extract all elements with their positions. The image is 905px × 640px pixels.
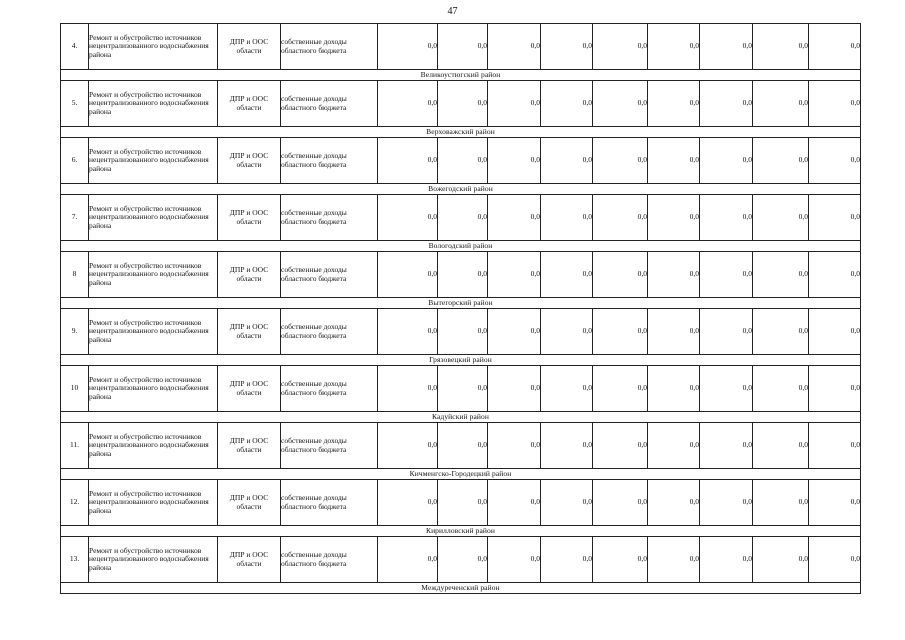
amount-cell: 0,0 bbox=[378, 366, 438, 412]
amount-cell: 0,0 bbox=[700, 537, 753, 583]
amount-cell: 0,0 bbox=[809, 423, 861, 469]
amount-cell: 0,0 bbox=[438, 252, 488, 298]
measure-name: Ремонт и обустройство источников нецентрализованного водоснабжения района bbox=[89, 537, 218, 583]
measure-name: Ремонт и обустройство источников нецентрализованного водоснабжения района bbox=[89, 81, 218, 127]
region-header-row bbox=[61, 298, 861, 309]
amount-cell: 0,0 bbox=[541, 195, 593, 241]
amount-cell: 0,0 bbox=[438, 81, 488, 127]
amount-cell: 0,0 bbox=[648, 309, 700, 355]
amount-cell: 0,0 bbox=[809, 480, 861, 526]
funding-source: собственные доходы областного бюджета bbox=[281, 195, 378, 241]
amount-cell: 0,0 bbox=[488, 480, 541, 526]
region-name: Грязовецкий район bbox=[61, 355, 861, 366]
region-header-row bbox=[61, 412, 861, 423]
amount-cell: 0,0 bbox=[809, 138, 861, 184]
amount-cell: 0,0 bbox=[541, 480, 593, 526]
amount-cell: 0,0 bbox=[438, 309, 488, 355]
amount-cell: 0,0 bbox=[809, 252, 861, 298]
responsible-department: ДПР и ООС области bbox=[218, 366, 281, 412]
table-row bbox=[61, 195, 861, 241]
amount-cell: 0,0 bbox=[378, 537, 438, 583]
amount-cell: 0,0 bbox=[593, 537, 648, 583]
amount-cell: 0,0 bbox=[593, 423, 648, 469]
amount-cell: 0,0 bbox=[700, 24, 753, 70]
amount-cell: 0,0 bbox=[438, 537, 488, 583]
table-row bbox=[61, 252, 861, 298]
amount-cell: 0,0 bbox=[753, 537, 809, 583]
amount-cell: 0,0 bbox=[488, 252, 541, 298]
amount-cell: 0,0 bbox=[593, 195, 648, 241]
amount-cell: 0,0 bbox=[488, 423, 541, 469]
funding-source: собственные доходы областного бюджета bbox=[281, 309, 378, 355]
amount-cell: 0,0 bbox=[378, 423, 438, 469]
row-number: 6. bbox=[61, 138, 89, 184]
amount-cell: 0,0 bbox=[488, 138, 541, 184]
amount-cell: 0,0 bbox=[593, 480, 648, 526]
row-number: 13. bbox=[61, 537, 89, 583]
row-number: 11. bbox=[61, 423, 89, 469]
amount-cell: 0,0 bbox=[378, 138, 438, 184]
funding-source: собственные доходы областного бюджета bbox=[281, 138, 378, 184]
amount-cell: 0,0 bbox=[593, 366, 648, 412]
amount-cell: 0,0 bbox=[753, 252, 809, 298]
amount-cell: 0,0 bbox=[648, 24, 700, 70]
region-header-row bbox=[61, 241, 861, 252]
region-header-row bbox=[61, 526, 861, 537]
region-name: Вытегорский район bbox=[61, 298, 861, 309]
amount-cell: 0,0 bbox=[648, 195, 700, 241]
region-name: Вожегодский район bbox=[61, 184, 861, 195]
amount-cell: 0,0 bbox=[378, 81, 438, 127]
region-name: Кадуйский район bbox=[61, 412, 861, 423]
responsible-department: ДПР и ООС области bbox=[218, 309, 281, 355]
row-number: 12. bbox=[61, 480, 89, 526]
region-name: Великоустюгский район bbox=[61, 70, 861, 81]
region-header-row bbox=[61, 184, 861, 195]
funding-source: собственные доходы областного бюджета bbox=[281, 423, 378, 469]
amount-cell: 0,0 bbox=[753, 24, 809, 70]
measure-name: Ремонт и обустройство источников нецентрализованного водоснабжения района bbox=[89, 309, 218, 355]
amount-cell: 0,0 bbox=[700, 309, 753, 355]
amount-cell: 0,0 bbox=[438, 423, 488, 469]
amount-cell: 0,0 bbox=[593, 138, 648, 184]
amount-cell: 0,0 bbox=[593, 24, 648, 70]
funding-source: собственные доходы областного бюджета bbox=[281, 24, 378, 70]
amount-cell: 0,0 bbox=[438, 195, 488, 241]
row-number: 8 bbox=[61, 252, 89, 298]
table-row bbox=[61, 81, 861, 127]
amount-cell: 0,0 bbox=[541, 252, 593, 298]
responsible-department: ДПР и ООС области bbox=[218, 423, 281, 469]
row-number: 10 bbox=[61, 366, 89, 412]
amount-cell: 0,0 bbox=[541, 81, 593, 127]
amount-cell: 0,0 bbox=[753, 138, 809, 184]
row-number: 7. bbox=[61, 195, 89, 241]
amount-cell: 0,0 bbox=[648, 537, 700, 583]
amount-cell: 0,0 bbox=[488, 24, 541, 70]
region-header-row bbox=[61, 583, 861, 594]
amount-cell: 0,0 bbox=[541, 366, 593, 412]
amount-cell: 0,0 bbox=[809, 195, 861, 241]
amount-cell: 0,0 bbox=[378, 309, 438, 355]
amount-cell: 0,0 bbox=[700, 366, 753, 412]
amount-cell: 0,0 bbox=[700, 480, 753, 526]
region-name: Верховажский район bbox=[61, 127, 861, 138]
region-name: Кичменгско-Городецкий район bbox=[61, 469, 861, 480]
region-name: Вологодский район bbox=[61, 241, 861, 252]
amount-cell: 0,0 bbox=[488, 537, 541, 583]
amount-cell: 0,0 bbox=[648, 252, 700, 298]
amount-cell: 0,0 bbox=[648, 138, 700, 184]
amount-cell: 0,0 bbox=[700, 423, 753, 469]
region-header-row bbox=[61, 469, 861, 480]
funding-source: собственные доходы областного бюджета bbox=[281, 480, 378, 526]
region-header-row bbox=[61, 127, 861, 138]
region-name: Кирилловский район bbox=[61, 526, 861, 537]
amount-cell: 0,0 bbox=[593, 309, 648, 355]
region-header-row bbox=[61, 70, 861, 81]
measure-name: Ремонт и обустройство источников нецентрализованного водоснабжения района bbox=[89, 366, 218, 412]
amount-cell: 0,0 bbox=[753, 423, 809, 469]
amount-cell: 0,0 bbox=[700, 81, 753, 127]
amount-cell: 0,0 bbox=[753, 195, 809, 241]
measure-name: Ремонт и обустройство источников нецентрализованного водоснабжения района bbox=[89, 138, 218, 184]
amount-cell: 0,0 bbox=[809, 24, 861, 70]
amount-cell: 0,0 bbox=[541, 423, 593, 469]
measure-name: Ремонт и обустройство источников нецентрализованного водоснабжения района bbox=[89, 195, 218, 241]
amount-cell: 0,0 bbox=[488, 366, 541, 412]
amount-cell: 0,0 bbox=[700, 138, 753, 184]
page-number: 47 bbox=[447, 6, 458, 17]
measure-name: Ремонт и обустройство источников нецентрализованного водоснабжения района bbox=[89, 423, 218, 469]
amount-cell: 0,0 bbox=[488, 195, 541, 241]
table-row bbox=[61, 423, 861, 469]
amount-cell: 0,0 bbox=[648, 480, 700, 526]
amount-cell: 0,0 bbox=[809, 366, 861, 412]
funding-source: собственные доходы областного бюджета bbox=[281, 81, 378, 127]
table-row bbox=[61, 309, 861, 355]
responsible-department: ДПР и ООС области bbox=[218, 480, 281, 526]
amount-cell: 0,0 bbox=[753, 366, 809, 412]
amount-cell: 0,0 bbox=[700, 195, 753, 241]
amount-cell: 0,0 bbox=[809, 309, 861, 355]
amount-cell: 0,0 bbox=[378, 480, 438, 526]
measure-name: Ремонт и обустройство источников нецентрализованного водоснабжения района bbox=[89, 480, 218, 526]
amount-cell: 0,0 bbox=[753, 309, 809, 355]
table-row bbox=[61, 366, 861, 412]
amount-cell: 0,0 bbox=[648, 366, 700, 412]
amount-cell: 0,0 bbox=[438, 480, 488, 526]
amount-cell: 0,0 bbox=[648, 423, 700, 469]
row-number: 4. bbox=[61, 24, 89, 70]
budget-table bbox=[60, 23, 861, 594]
amount-cell: 0,0 bbox=[700, 252, 753, 298]
responsible-department: ДПР и ООС области bbox=[218, 537, 281, 583]
region-name: Междуреченский район bbox=[61, 583, 861, 594]
amount-cell: 0,0 bbox=[753, 81, 809, 127]
measure-name: Ремонт и обустройство источников нецентрализованного водоснабжения района bbox=[89, 252, 218, 298]
amount-cell: 0,0 bbox=[753, 480, 809, 526]
table-body bbox=[61, 24, 861, 594]
table-row bbox=[61, 138, 861, 184]
responsible-department: ДПР и ООС области bbox=[218, 195, 281, 241]
funding-source: собственные доходы областного бюджета bbox=[281, 252, 378, 298]
funding-source: собственные доходы областного бюджета bbox=[281, 366, 378, 412]
amount-cell: 0,0 bbox=[541, 138, 593, 184]
table-row bbox=[61, 537, 861, 583]
table-row bbox=[61, 24, 861, 70]
row-number: 5. bbox=[61, 81, 89, 127]
amount-cell: 0,0 bbox=[541, 24, 593, 70]
amount-cell: 0,0 bbox=[378, 252, 438, 298]
amount-cell: 0,0 bbox=[541, 309, 593, 355]
amount-cell: 0,0 bbox=[809, 537, 861, 583]
amount-cell: 0,0 bbox=[378, 24, 438, 70]
responsible-department: ДПР и ООС области bbox=[218, 81, 281, 127]
amount-cell: 0,0 bbox=[648, 81, 700, 127]
amount-cell: 0,0 bbox=[488, 81, 541, 127]
amount-cell: 0,0 bbox=[541, 537, 593, 583]
measure-name: Ремонт и обустройство источников нецентрализованного водоснабжения района bbox=[89, 24, 218, 70]
row-number: 9. bbox=[61, 309, 89, 355]
amount-cell: 0,0 bbox=[593, 81, 648, 127]
responsible-department: ДПР и ООС области bbox=[218, 252, 281, 298]
amount-cell: 0,0 bbox=[488, 309, 541, 355]
amount-cell: 0,0 bbox=[809, 81, 861, 127]
region-header-row bbox=[61, 355, 861, 366]
amount-cell: 0,0 bbox=[378, 195, 438, 241]
responsible-department: ДПР и ООС области bbox=[218, 138, 281, 184]
amount-cell: 0,0 bbox=[593, 252, 648, 298]
amount-cell: 0,0 bbox=[438, 138, 488, 184]
funding-source: собственные доходы областного бюджета bbox=[281, 537, 378, 583]
responsible-department: ДПР и ООС области bbox=[218, 24, 281, 70]
amount-cell: 0,0 bbox=[438, 366, 488, 412]
table-row bbox=[61, 480, 861, 526]
amount-cell: 0,0 bbox=[438, 24, 488, 70]
